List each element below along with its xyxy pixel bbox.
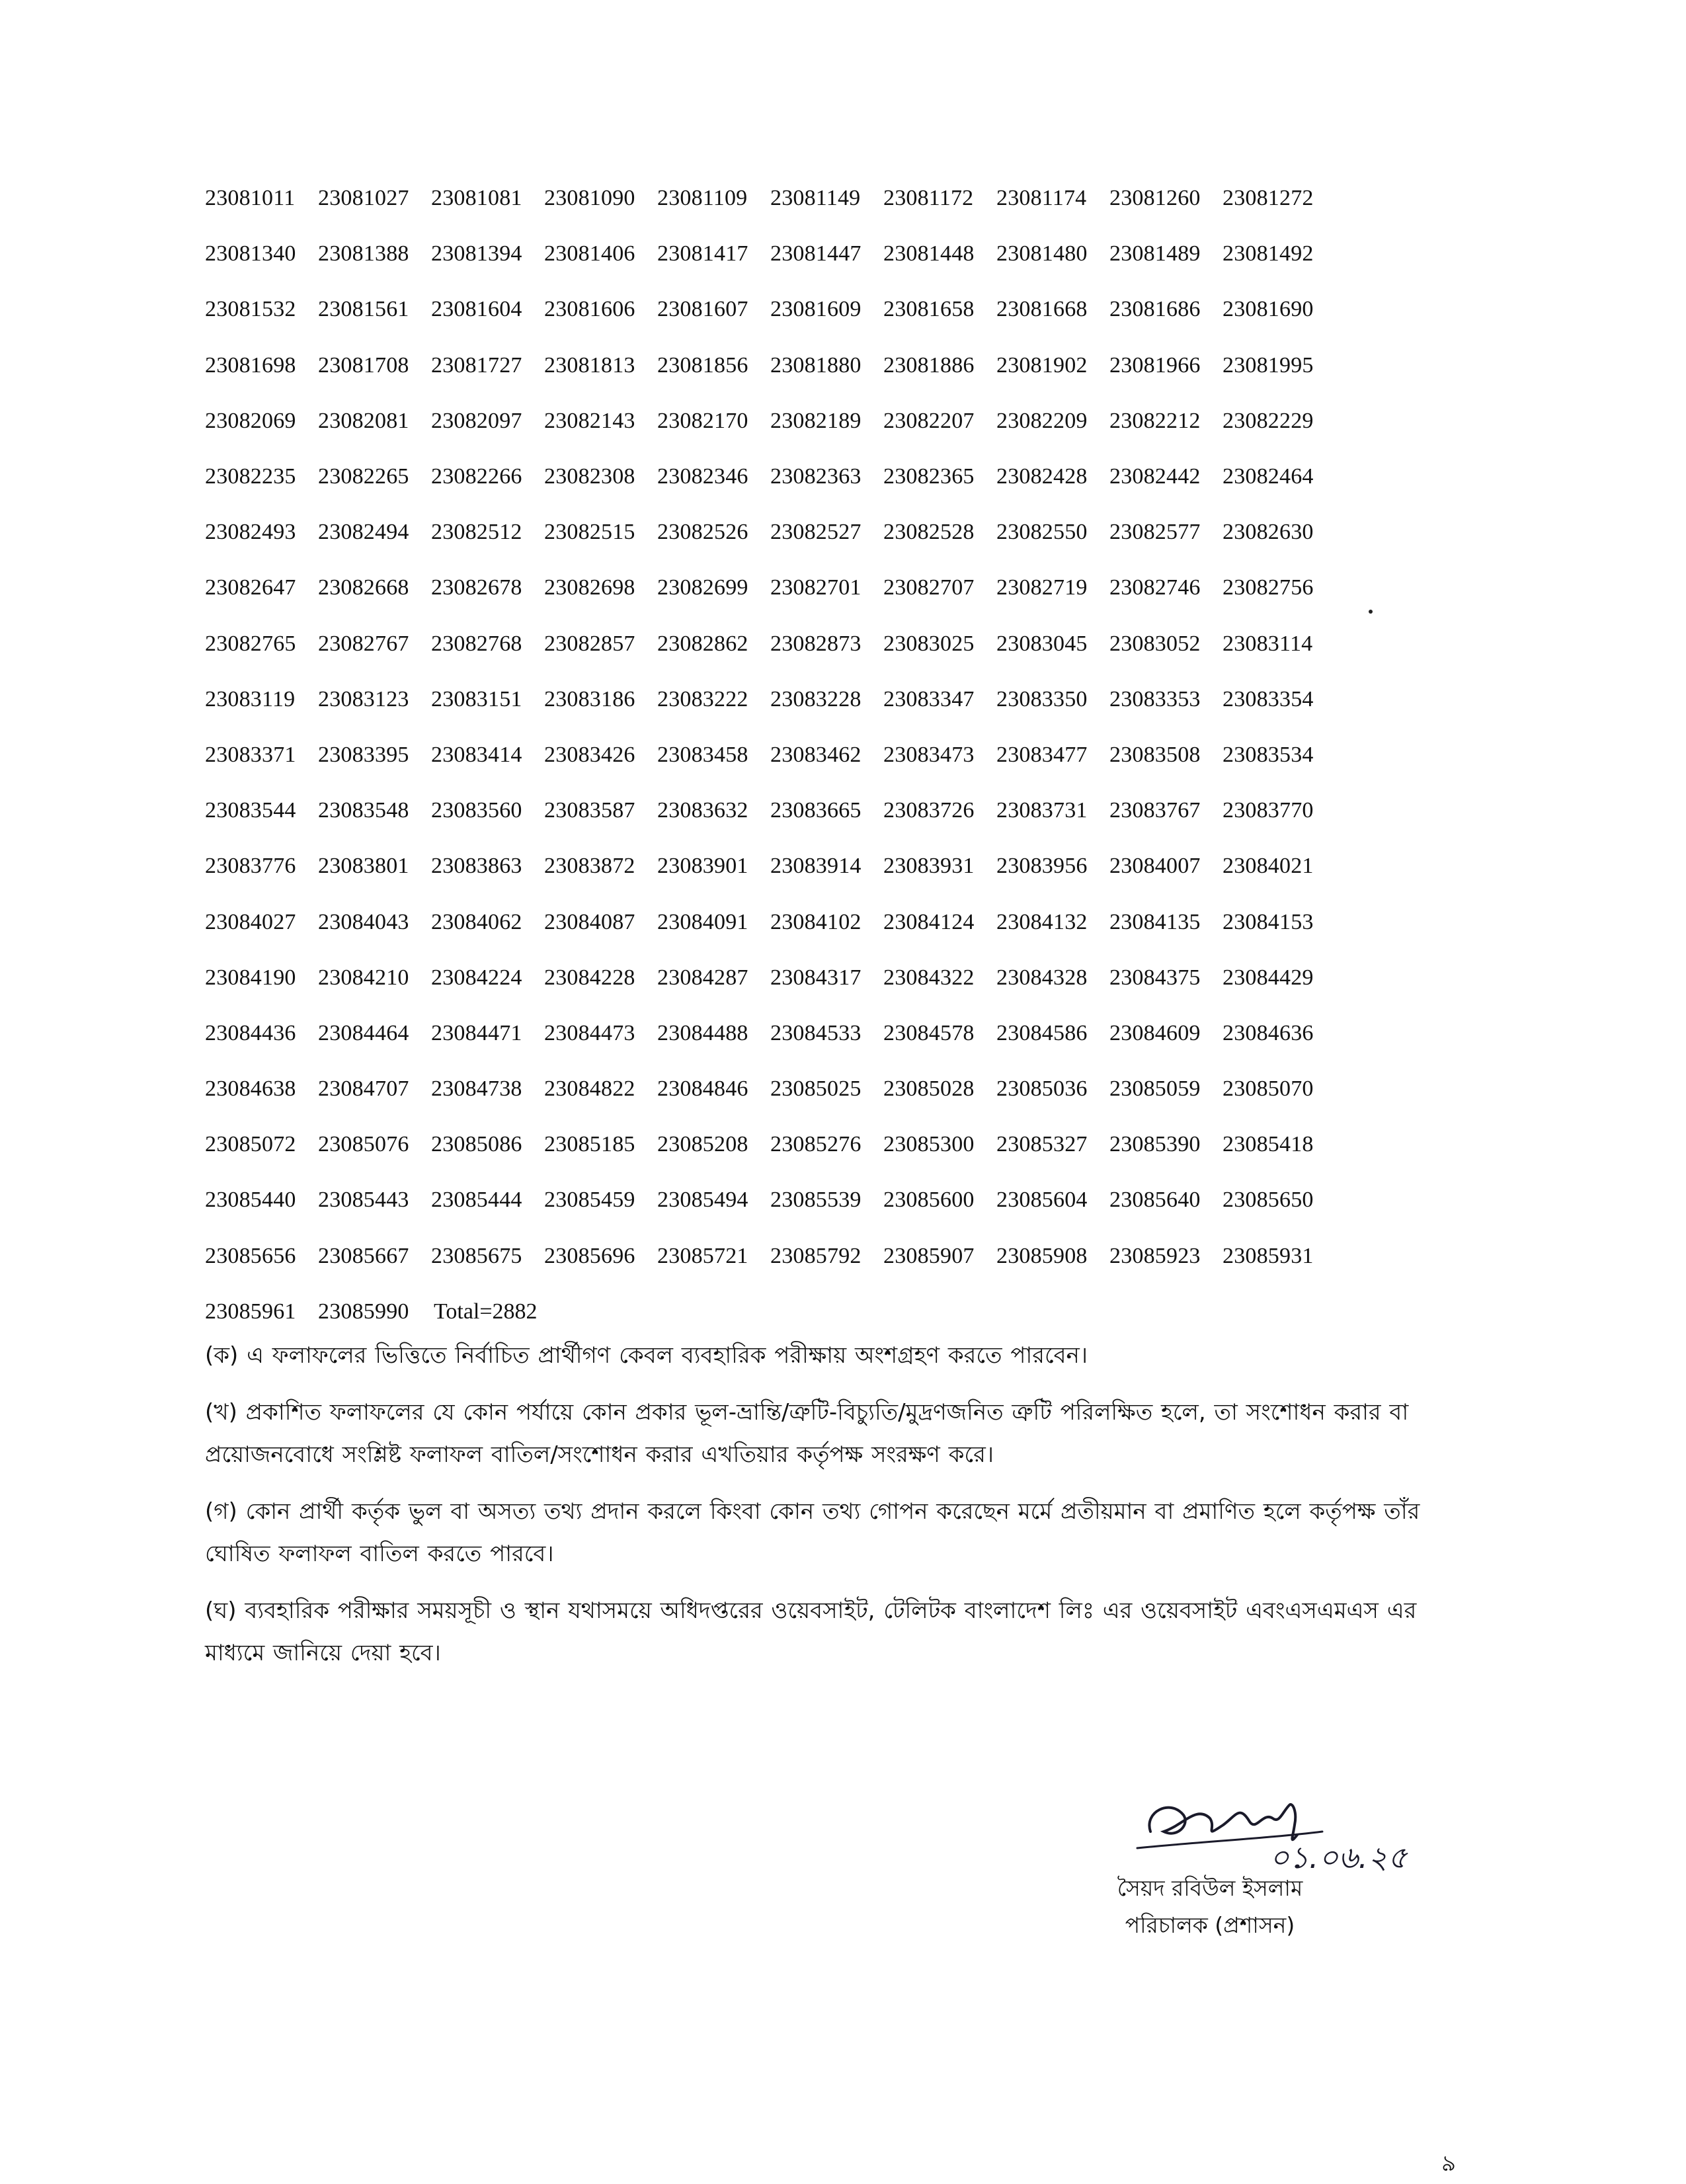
roll-number: 23081090 [544, 186, 635, 211]
roll-number: 23082189 [770, 408, 862, 433]
roll-number: 23082143 [544, 408, 635, 433]
roll-number: 23085459 [544, 1188, 635, 1213]
roll-number: 23081492 [1223, 241, 1314, 266]
roll-number: 23082464 [1223, 464, 1314, 489]
roll-number: 23084124 [883, 909, 975, 934]
roll-number: 23084228 [544, 965, 635, 990]
total-count: Total=2882 [434, 1299, 538, 1324]
roll-number: 23081027 [318, 186, 409, 211]
roll-number: 23083534 [1223, 742, 1314, 767]
roll-number: 23082698 [544, 575, 635, 600]
roll-number: 23083801 [318, 854, 409, 879]
roll-number: 23081174 [996, 186, 1087, 211]
roll-number: 23085539 [770, 1188, 862, 1213]
roll-number: 23084533 [770, 1020, 862, 1045]
roll-number: 23085990 [318, 1299, 409, 1324]
roll-number: 23083395 [318, 742, 409, 767]
roll-number: 23083151 [431, 686, 522, 711]
roll-row [205, 1006, 1388, 1061]
roll-number: 23084153 [1223, 909, 1314, 934]
roll-row [205, 282, 1388, 337]
roll-row-last [205, 1284, 1388, 1340]
roll-number: 23082699 [657, 575, 748, 600]
roll-number: 23081727 [431, 352, 522, 378]
signatory-block [1078, 1870, 1342, 1944]
roll-number: 23085208 [657, 1132, 748, 1157]
roll-number: 23084021 [1223, 854, 1314, 879]
roll-number: 23084609 [1109, 1020, 1201, 1045]
roll-number: 23082768 [431, 631, 522, 656]
roll-number: 23081668 [996, 297, 1088, 322]
roll-number: 23082493 [205, 520, 296, 545]
roll-number: 23085907 [883, 1243, 975, 1268]
roll-row [205, 171, 1388, 226]
roll-number: 23084638 [205, 1076, 296, 1102]
roll-number: 23085059 [1109, 1076, 1201, 1102]
roll-number: 23083473 [883, 742, 975, 767]
roll-number-list [205, 171, 1388, 1340]
roll-number: 23085443 [318, 1188, 409, 1213]
roll-number: 23084135 [1109, 909, 1201, 934]
roll-number: 23082707 [883, 575, 975, 600]
roll-number: 23084190 [205, 965, 296, 990]
roll-number: 23085327 [996, 1132, 1088, 1157]
roll-number: 23081880 [770, 352, 862, 378]
roll-number: 23083560 [431, 798, 522, 823]
roll-number: 23085923 [1109, 1243, 1201, 1268]
roll-number: 23085025 [770, 1076, 862, 1102]
roll-row [205, 560, 1388, 616]
roll-number: 23083462 [770, 742, 862, 767]
scan-speck [1369, 610, 1373, 614]
roll-number: 23082756 [1223, 575, 1314, 600]
roll-number: 23083222 [657, 686, 748, 711]
roll-row [205, 838, 1388, 894]
roll-number: 23081447 [770, 241, 862, 266]
roll-number: 23084707 [318, 1076, 409, 1102]
roll-number: 23082550 [996, 520, 1088, 545]
roll-number: 23082526 [657, 520, 748, 545]
roll-number: 23085961 [205, 1299, 296, 1324]
roll-number: 23083186 [544, 686, 635, 711]
roll-number: 23081856 [657, 352, 748, 378]
roll-number: 23083045 [996, 631, 1088, 656]
roll-number: 23082668 [318, 575, 409, 600]
roll-number: 23084464 [318, 1020, 409, 1045]
roll-number: 23081604 [431, 297, 522, 322]
roll-number: 23085276 [770, 1132, 862, 1157]
roll-number: 23084636 [1223, 1020, 1314, 1045]
roll-number: 23084091 [657, 909, 748, 934]
roll-number: 23084586 [996, 1020, 1088, 1045]
roll-number: 23084224 [431, 965, 522, 990]
roll-row [205, 616, 1388, 672]
note-ga: (গ) কোন প্রার্থী কর্তৃক ভুল বা অসত্য তথ্য প্রদান করলে কিংবা কোন তথ্য গোপন করেছেন মর্মে প্রতীয়মান বা প্রমাণিত হলে কর্তৃপক্ষ তাঁর ঘোষিত ফলাফল বাতিল করতে পারবে। [205, 1498, 1420, 1567]
roll-number: 23083350 [996, 686, 1088, 711]
roll-number: 23083914 [770, 854, 862, 879]
signatory-name: সৈয়দ রবিউল ইসলাম [1117, 1875, 1303, 1901]
roll-number: 23083119 [205, 686, 296, 711]
roll-number: 23085440 [205, 1188, 296, 1213]
roll-number: 23085076 [318, 1132, 409, 1157]
roll-number: 23081489 [1109, 241, 1201, 266]
roll-number: 23082428 [996, 464, 1088, 489]
roll-row [205, 727, 1388, 783]
roll-row [205, 338, 1388, 393]
roll-number: 23083426 [544, 742, 635, 767]
roll-number: 23084317 [770, 965, 862, 990]
roll-number: 23085185 [544, 1132, 635, 1157]
roll-number: 23085931 [1223, 1243, 1314, 1268]
roll-number: 23082765 [205, 631, 296, 656]
roll-number: 23081011 [205, 186, 296, 211]
roll-number: 23083770 [1223, 798, 1314, 823]
roll-number: 23084846 [657, 1076, 748, 1102]
roll-number: 23082873 [770, 631, 862, 656]
roll-number: 23083354 [1223, 686, 1314, 711]
roll-number: 23082494 [318, 520, 409, 545]
roll-number: 23084738 [431, 1076, 522, 1102]
roll-number: 23082209 [996, 408, 1088, 433]
roll-number: 23081708 [318, 352, 409, 378]
roll-row [205, 1229, 1388, 1284]
page-number: ৯ [1441, 2150, 1457, 2177]
roll-row [205, 1172, 1388, 1228]
roll-number: 23081388 [318, 241, 409, 266]
roll-number: 23083114 [1223, 631, 1313, 656]
roll-number: 23083726 [883, 798, 975, 823]
roll-number: 23083353 [1109, 686, 1201, 711]
roll-number: 23085444 [431, 1188, 522, 1213]
roll-number: 23083632 [657, 798, 748, 823]
roll-number: 23082265 [318, 464, 409, 489]
roll-number: 23081698 [205, 352, 296, 378]
signature-date: ০১.০৬.২৫ [1269, 1840, 1408, 1875]
roll-number: 23084062 [431, 909, 522, 934]
roll-number: 23082630 [1223, 520, 1314, 545]
roll-number: 23081658 [883, 297, 975, 322]
roll-number: 23081995 [1223, 352, 1314, 378]
roll-number: 23083052 [1109, 631, 1201, 656]
roll-number: 23081172 [883, 186, 974, 211]
roll-number: 23081966 [1109, 352, 1201, 378]
roll-number: 23081686 [1109, 297, 1201, 322]
roll-number: 23082515 [544, 520, 635, 545]
roll-number: 23081448 [883, 241, 975, 266]
roll-number: 23082746 [1109, 575, 1201, 600]
roll-number: 23082212 [1109, 408, 1201, 433]
roll-number: 23083371 [205, 742, 296, 767]
roll-number: 23081532 [205, 297, 296, 322]
roll-number: 23084210 [318, 965, 409, 990]
roll-number: 23082577 [1109, 520, 1201, 545]
roll-row [205, 1061, 1388, 1117]
roll-number: 23084375 [1109, 965, 1201, 990]
roll-number: 23082512 [431, 520, 522, 545]
roll-number: 23083508 [1109, 742, 1201, 767]
roll-number: 23083872 [544, 854, 635, 879]
roll-number: 23083863 [431, 854, 522, 879]
roll-number: 23081394 [431, 241, 522, 266]
roll-number: 23082719 [996, 575, 1088, 600]
roll-number: 23082678 [431, 575, 522, 600]
roll-number: 23081109 [657, 186, 748, 211]
roll-number: 23083731 [996, 798, 1088, 823]
roll-number: 23082857 [544, 631, 635, 656]
note-gha: (ঘ) ব্যবহারিক পরীক্ষার সময়সূচী ও স্থান যথাসময়ে অধিদপ্তরের ওয়েবসাইট, টেলিটক বাংলাদেশ লিঃ এর ওয়েবসাইট এবংএসএমএস এর মাধ্যমে জানিয়ে দেয়া হবে। [205, 1598, 1417, 1666]
roll-number: 23084007 [1109, 854, 1201, 879]
note-kha: (খ) প্রকাশিত ফলাফলের যে কোন পর্যায়ে কোন প্রকার ভূল-ভ্রান্তি/ত্রুটি-বিচ্যুতি/মুদ্রণজনিত ত্রুটি পরিলক্ষিত হলে, তা সংশোধন করার বা প্রয়োজনবোধে সংশ্লিষ্ট ফলাফল বাতিল/সংশোধন করার এখতিয়ার কর্তৃপক্ষ সংরক্ষণ করে। [205, 1399, 1409, 1468]
roll-number: 23084429 [1223, 965, 1314, 990]
roll-number: 23082346 [657, 464, 748, 489]
roll-number: 23083123 [318, 686, 409, 711]
roll-number: 23083901 [657, 854, 748, 879]
roll-number: 23082442 [1109, 464, 1201, 489]
roll-number: 23085650 [1223, 1188, 1314, 1213]
roll-number: 23085070 [1223, 1076, 1314, 1102]
roll-number: 23085604 [996, 1188, 1088, 1213]
roll-number: 23082527 [770, 520, 862, 545]
roll-number: 23085036 [996, 1076, 1088, 1102]
roll-number: 23084578 [883, 1020, 975, 1045]
roll-number: 23084436 [205, 1020, 296, 1045]
roll-number: 23083544 [205, 798, 296, 823]
roll-number: 23082701 [770, 575, 862, 600]
roll-number: 23084087 [544, 909, 635, 934]
roll-number: 23081813 [544, 352, 635, 378]
roll-number: 23081340 [205, 241, 296, 266]
roll-number: 23081886 [883, 352, 975, 378]
roll-number: 23085418 [1223, 1132, 1314, 1157]
roll-row [205, 226, 1388, 282]
roll-number: 23082235 [205, 464, 296, 489]
roll-row [205, 393, 1388, 449]
roll-number: 23085028 [883, 1076, 975, 1102]
roll-number: 23082097 [431, 408, 522, 433]
roll-number: 23083477 [996, 742, 1088, 767]
roll-number: 23083776 [205, 854, 296, 879]
roll-number: 23082862 [657, 631, 748, 656]
roll-row [205, 449, 1388, 505]
roll-number: 23085494 [657, 1188, 748, 1213]
roll-number: 23082528 [883, 520, 975, 545]
roll-number: 23085300 [883, 1132, 975, 1157]
roll-number: 23084328 [996, 965, 1088, 990]
roll-row [205, 505, 1388, 560]
roll-number: 23085908 [996, 1243, 1088, 1268]
roll-number: 23081417 [657, 241, 748, 266]
handwritten-signature [1124, 1785, 1435, 1878]
roll-number: 23081607 [657, 297, 748, 322]
roll-number: 23085696 [544, 1243, 635, 1268]
roll-row [205, 672, 1388, 727]
roll-number: 23081149 [770, 186, 861, 211]
roll-number: 23085640 [1109, 1188, 1201, 1213]
roll-number: 23085072 [205, 1132, 296, 1157]
roll-number: 23084488 [657, 1020, 748, 1045]
signatory-designation: পরিচালক (প্রশাসন) [1125, 1912, 1295, 1938]
roll-number: 23083767 [1109, 798, 1201, 823]
roll-number: 23085792 [770, 1243, 862, 1268]
roll-number: 23084471 [431, 1020, 522, 1045]
roll-number: 23081480 [996, 241, 1088, 266]
roll-number: 23081606 [544, 297, 635, 322]
roll-number: 23082170 [657, 408, 748, 433]
roll-number: 23084822 [544, 1076, 635, 1102]
roll-number: 23084027 [205, 909, 296, 934]
roll-number: 23082365 [883, 464, 975, 489]
roll-number: 23085600 [883, 1188, 975, 1213]
roll-number: 23083548 [318, 798, 409, 823]
roll-number: 23081561 [318, 297, 409, 322]
roll-number: 23083665 [770, 798, 862, 823]
roll-number: 23081081 [431, 186, 522, 211]
roll-number: 23084102 [770, 909, 862, 934]
roll-number: 23083931 [883, 854, 975, 879]
roll-number: 23083414 [431, 742, 522, 767]
roll-number: 23081406 [544, 241, 635, 266]
roll-row [205, 1117, 1388, 1172]
roll-number: 23082207 [883, 408, 975, 433]
notes-section [205, 1334, 1448, 1689]
roll-number: 23085390 [1109, 1132, 1201, 1157]
roll-row [205, 783, 1388, 838]
roll-number: 23085667 [318, 1243, 409, 1268]
roll-number: 23081260 [1109, 186, 1201, 211]
roll-number: 23084473 [544, 1020, 635, 1045]
roll-number: 23083347 [883, 686, 975, 711]
roll-number: 23085086 [431, 1132, 522, 1157]
note-ka: (ক) এ ফলাফলের ভিত্তিতে নির্বাচিত প্রার্থীগণ কেবল ব্যবহারিক পরীক্ষায় অংশগ্রহণ করতে পারবেন। [205, 1342, 1088, 1369]
roll-number: 23081690 [1223, 297, 1314, 322]
roll-row [205, 894, 1388, 950]
roll-number: 23085675 [431, 1243, 522, 1268]
roll-number: 23085721 [657, 1243, 748, 1268]
roll-number: 23083458 [657, 742, 748, 767]
roll-number: 23083025 [883, 631, 975, 656]
roll-row [205, 950, 1388, 1006]
roll-number: 23082266 [431, 464, 522, 489]
roll-number: 23083587 [544, 798, 635, 823]
roll-number: 23084287 [657, 965, 748, 990]
roll-number: 23082069 [205, 408, 296, 433]
roll-number: 23083956 [996, 854, 1088, 879]
roll-number: 23081609 [770, 297, 862, 322]
roll-number: 23084132 [996, 909, 1088, 934]
roll-number: 23082767 [318, 631, 409, 656]
roll-number: 23082363 [770, 464, 862, 489]
roll-number: 23085656 [205, 1243, 296, 1268]
roll-number: 23083228 [770, 686, 862, 711]
roll-number: 23082081 [318, 408, 409, 433]
roll-number: 23084322 [883, 965, 975, 990]
roll-number: 23084043 [318, 909, 409, 934]
roll-number: 23082229 [1223, 408, 1314, 433]
roll-number: 23081272 [1223, 186, 1314, 211]
roll-number: 23082308 [544, 464, 635, 489]
roll-number: 23082647 [205, 575, 296, 600]
roll-number: 23081902 [996, 352, 1088, 378]
